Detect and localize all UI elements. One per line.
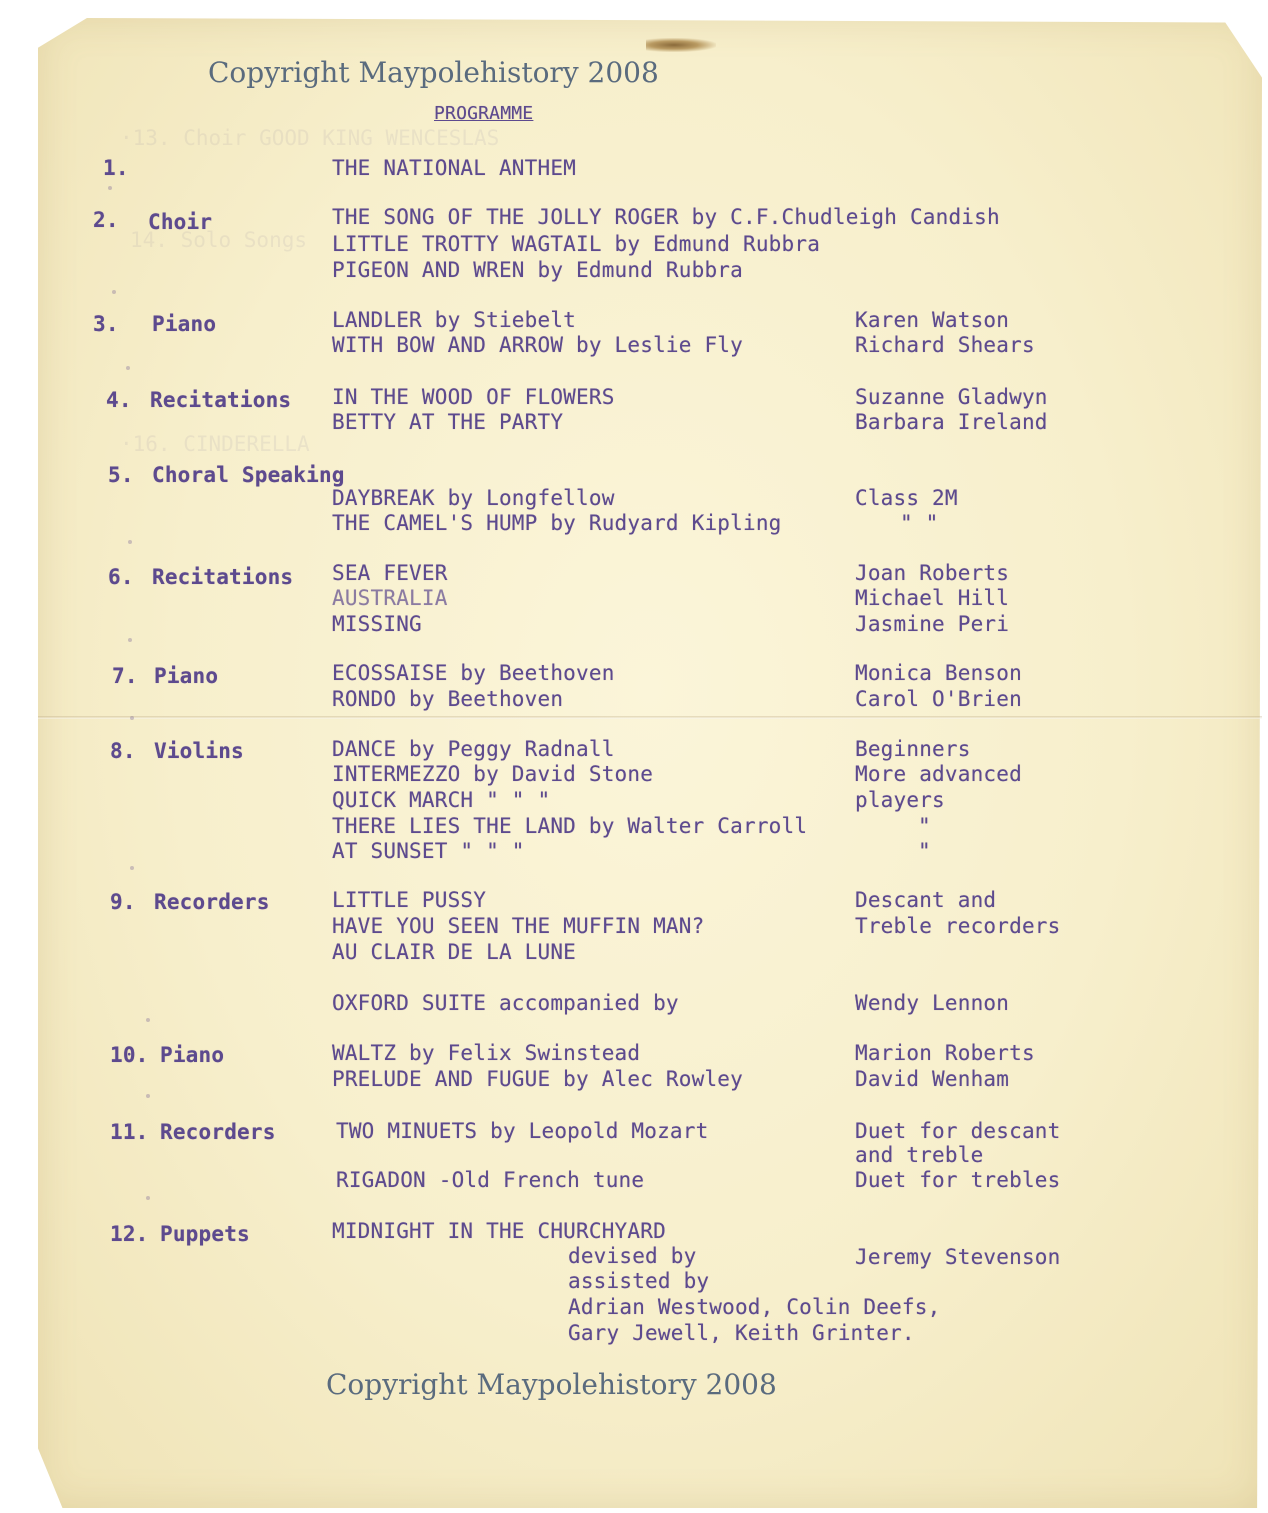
reverse-show-through: ·16. CINDERELLA bbox=[120, 432, 310, 456]
item-title: DAYBREAK by Longfellow bbox=[332, 486, 615, 510]
item-title: BETTY AT THE PARTY bbox=[332, 410, 564, 434]
item-number: 6. bbox=[108, 565, 134, 589]
item-title: MIDNIGHT IN THE CHURCHYARD bbox=[332, 1219, 666, 1243]
reverse-show-through: ·13. Choir GOOD KING WENCESLAS bbox=[120, 126, 500, 150]
margin-mark bbox=[128, 540, 132, 544]
item-performer: Duet for descant bbox=[855, 1119, 1061, 1143]
item-title: THE SONG OF THE JOLLY ROGER by C.F.Chudleigh Candish bbox=[332, 205, 1000, 229]
item-title: AU CLAIR DE LA LUNE bbox=[332, 940, 577, 964]
item-title: Gary Jewell, Keith Grinter. bbox=[568, 1321, 915, 1345]
margin-mark bbox=[130, 716, 134, 720]
item-title: AT SUNSET " " " bbox=[332, 839, 525, 863]
item-title: RONDO by Beethoven bbox=[332, 687, 564, 711]
item-performer: Wendy Lennon bbox=[855, 991, 1010, 1015]
item-title: assisted by bbox=[568, 1269, 710, 1293]
copyright-watermark-top: Copyright Maypolehistory 2008 bbox=[208, 56, 659, 89]
item-number: 11. bbox=[110, 1120, 149, 1144]
item-title: THE CAMEL'S HUMP by Rudyard Kipling bbox=[332, 511, 782, 535]
item-performer: Duet for trebles bbox=[855, 1168, 1061, 1192]
item-performer: Joan Roberts bbox=[855, 561, 1010, 585]
item-category: Violins bbox=[154, 739, 244, 763]
margin-mark bbox=[146, 1094, 150, 1098]
item-title: DANCE by Peggy Radnall bbox=[332, 737, 615, 761]
item-performer: players bbox=[855, 788, 945, 812]
item-number: 4. bbox=[106, 388, 132, 412]
item-category: Recitations bbox=[150, 388, 292, 412]
item-number: 1. bbox=[103, 156, 129, 180]
copyright-watermark-bottom: Copyright Maypolehistory 2008 bbox=[326, 1368, 777, 1401]
item-title: MISSING bbox=[332, 612, 422, 636]
item-title: RIGADON -Old French tune bbox=[336, 1168, 645, 1192]
item-title: Adrian Westwood, Colin Deefs, bbox=[568, 1295, 941, 1319]
item-performer: Descant and bbox=[855, 888, 997, 912]
item-category: Recorders bbox=[154, 890, 270, 914]
item-title: LANDLER by Stiebelt bbox=[332, 308, 577, 332]
item-title: INTERMEZZO by David Stone bbox=[332, 762, 654, 786]
item-category: Choir bbox=[148, 210, 213, 234]
item-category: Piano bbox=[152, 312, 217, 336]
fold-crease bbox=[38, 716, 1262, 719]
item-performer: Carol O'Brien bbox=[855, 687, 1022, 711]
item-title: WALTZ by Felix Swinstead bbox=[332, 1041, 641, 1065]
item-title: LITTLE PUSSY bbox=[332, 888, 487, 912]
item-number: 7. bbox=[112, 664, 138, 688]
item-title: SEA FEVER bbox=[332, 561, 448, 585]
item-category: Piano bbox=[154, 664, 219, 688]
item-performer: Monica Benson bbox=[855, 661, 1022, 685]
margin-mark bbox=[126, 366, 130, 370]
item-performer: More advanced bbox=[855, 762, 1022, 786]
item-performer: Richard Shears bbox=[855, 333, 1035, 357]
item-number: 12. bbox=[110, 1222, 149, 1246]
item-performer: " bbox=[918, 839, 931, 863]
item-performer: " " bbox=[900, 511, 939, 535]
item-category: Recitations bbox=[152, 565, 294, 589]
reverse-show-through: 14. Solo Songs bbox=[130, 228, 308, 252]
item-performer: " bbox=[918, 814, 931, 838]
item-performer: Karen Watson bbox=[855, 308, 1010, 332]
item-title: WITH BOW AND ARROW by Leslie Fly bbox=[332, 333, 743, 357]
item-title: AUSTRALIA bbox=[332, 586, 448, 610]
item-performer: Marion Roberts bbox=[855, 1041, 1035, 1065]
item-title: HAVE YOU SEEN THE MUFFIN MAN? bbox=[332, 914, 705, 938]
item-title: devised by bbox=[568, 1244, 697, 1268]
staple-hole bbox=[646, 38, 716, 52]
item-title: THERE LIES THE LAND by Walter Carroll bbox=[332, 814, 808, 838]
item-title: PIGEON AND WREN by Edmund Rubbra bbox=[332, 258, 743, 282]
item-number: 2. bbox=[93, 208, 119, 232]
margin-mark bbox=[146, 1196, 150, 1200]
item-title: TWO MINUETS by Leopold Mozart bbox=[336, 1119, 709, 1143]
item-performer: Michael Hill bbox=[855, 586, 1010, 610]
item-number: 5. bbox=[108, 463, 134, 487]
margin-mark bbox=[130, 866, 134, 870]
item-performer: Treble recorders bbox=[855, 914, 1061, 938]
item-category: Recorders bbox=[160, 1120, 276, 1144]
item-number: 10. bbox=[110, 1043, 149, 1067]
item-performer: and treble bbox=[855, 1143, 984, 1167]
margin-mark bbox=[108, 186, 112, 190]
item-performer: David Wenham bbox=[855, 1067, 1010, 1091]
item-performer: Suzanne Gladwyn bbox=[855, 385, 1048, 409]
item-title: OXFORD SUITE accompanied by bbox=[332, 991, 679, 1015]
programme-heading: PROGRAMME bbox=[434, 103, 534, 124]
item-performer: Beginners bbox=[855, 737, 971, 761]
item-category: Piano bbox=[160, 1043, 225, 1067]
item-title: QUICK MARCH " " " bbox=[332, 788, 551, 812]
item-title: LITTLE TROTTY WAGTAIL by Edmund Rubbra bbox=[332, 232, 821, 256]
item-title: PRELUDE AND FUGUE by Alec Rowley bbox=[332, 1067, 743, 1091]
margin-mark bbox=[128, 638, 132, 642]
item-category: Puppets bbox=[160, 1222, 250, 1246]
item-title: ECOSSAISE by Beethoven bbox=[332, 661, 615, 685]
item-category: Choral Speaking bbox=[152, 463, 345, 487]
item-performer: Class 2M bbox=[855, 486, 958, 510]
item-title: THE NATIONAL ANTHEM bbox=[332, 156, 577, 180]
margin-mark bbox=[112, 290, 116, 294]
item-performer: Jeremy Stevenson bbox=[855, 1245, 1061, 1269]
item-title: IN THE WOOD OF FLOWERS bbox=[332, 385, 615, 409]
item-number: 9. bbox=[110, 890, 136, 914]
item-number: 8. bbox=[110, 739, 136, 763]
item-number: 3. bbox=[93, 312, 119, 336]
item-performer: Jasmine Peri bbox=[855, 612, 1010, 636]
item-performer: Barbara Ireland bbox=[855, 410, 1048, 434]
margin-mark bbox=[146, 1018, 150, 1022]
